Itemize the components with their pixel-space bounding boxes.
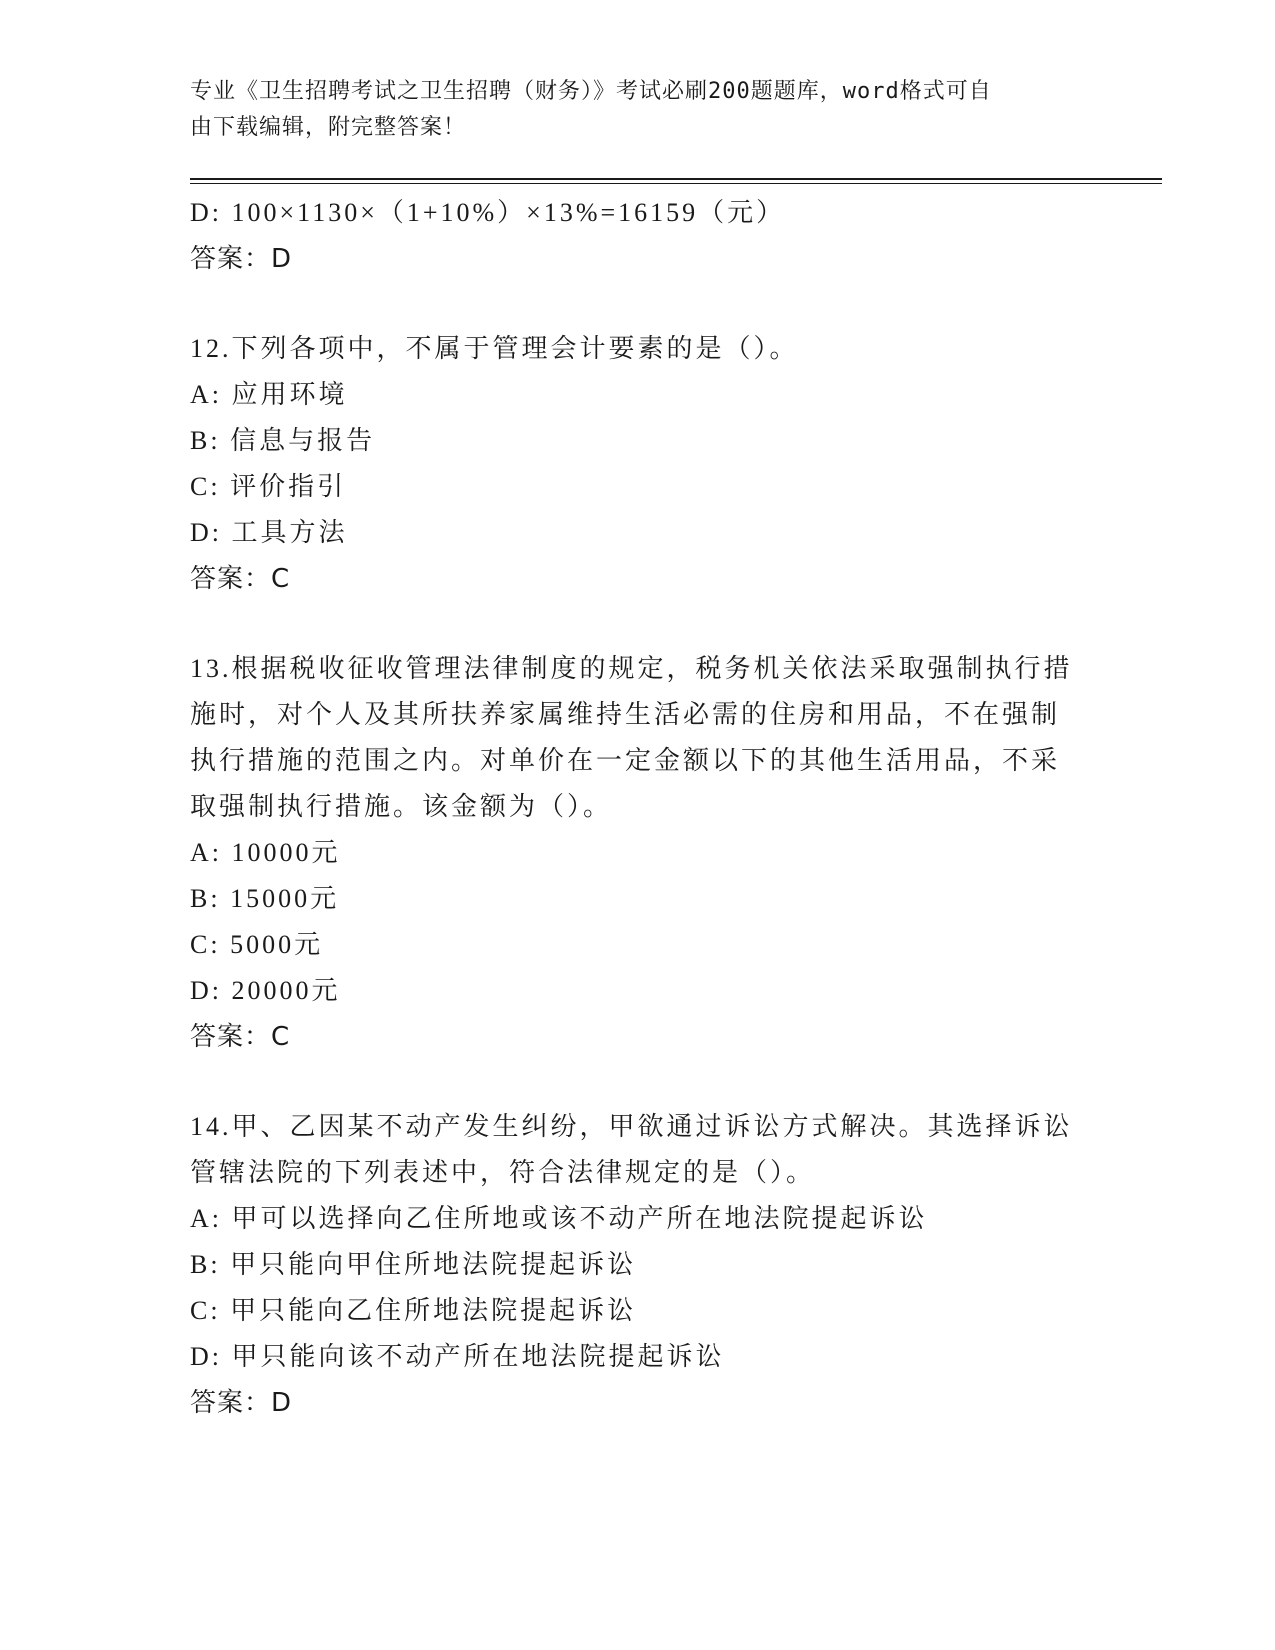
question-stem: 13.根据税收征收管理法律制度的规定，税务机关依法采取强制执行措施时，对个人及其所扶养家属维持生活必需的住房和用品，不在强制执行措施的范围之内。对单价在一定金额以下的其他生活用品，不采取强制执行措施。该金额为（）。 xyxy=(190,654,1073,821)
question-stem: 14.甲、乙因某不动产发生纠纷，甲欲通过诉讼方式解决。其选择诉讼管辖法院的下列表述中，符合法律规定的是（）。 xyxy=(190,1112,1073,1187)
option-b: B: 甲只能向甲住所地法院提起诉讼 xyxy=(190,1250,637,1279)
option-a: A: 应用环境 xyxy=(190,380,348,409)
option-c: C: 评价指引 xyxy=(190,472,347,501)
option-a: A: 甲可以选择向乙住所地或该不动产所在地法院提起诉讼 xyxy=(190,1204,928,1233)
option-d: D: 甲只能向该不动产所在地法院提起诉讼 xyxy=(190,1342,725,1371)
header-line-1: 专业《卫生招聘考试之卫生招聘（财务）》考试必刷200题题库，word格式可自 xyxy=(190,79,992,104)
answer-line: 答案：D xyxy=(190,1388,293,1418)
header-line-2: 由下载编辑，附完整答案！ xyxy=(190,115,467,140)
option-b: B: 15000元 xyxy=(190,884,340,913)
document-body xyxy=(190,190,1080,1426)
option-c: C: 5000元 xyxy=(190,930,324,959)
option-d: D: 工具方法 xyxy=(190,518,348,547)
question-stem: 12.下列各项中，不属于管理会计要素的是（）。 xyxy=(190,334,799,363)
question-12 xyxy=(190,326,1080,602)
option-d: D: 100×1130×（1+10%）×13%=16159（元） xyxy=(190,198,786,227)
question-14 xyxy=(190,1104,1080,1426)
answer-line: 答案：D xyxy=(190,244,293,274)
previous-question-tail xyxy=(190,190,1080,282)
question-13 xyxy=(190,646,1080,1060)
option-a: A: 10000元 xyxy=(190,838,341,867)
answer-line: 答案：C xyxy=(190,564,291,594)
option-b: B: 信息与报告 xyxy=(190,426,376,455)
document-header xyxy=(190,74,1070,146)
header-rule-thick xyxy=(190,178,1162,180)
option-c: C: 甲只能向乙住所地法院提起诉讼 xyxy=(190,1296,637,1325)
header-rule-thin xyxy=(190,183,1162,184)
option-d: D: 20000元 xyxy=(190,976,341,1005)
answer-line: 答案：C xyxy=(190,1022,291,1052)
